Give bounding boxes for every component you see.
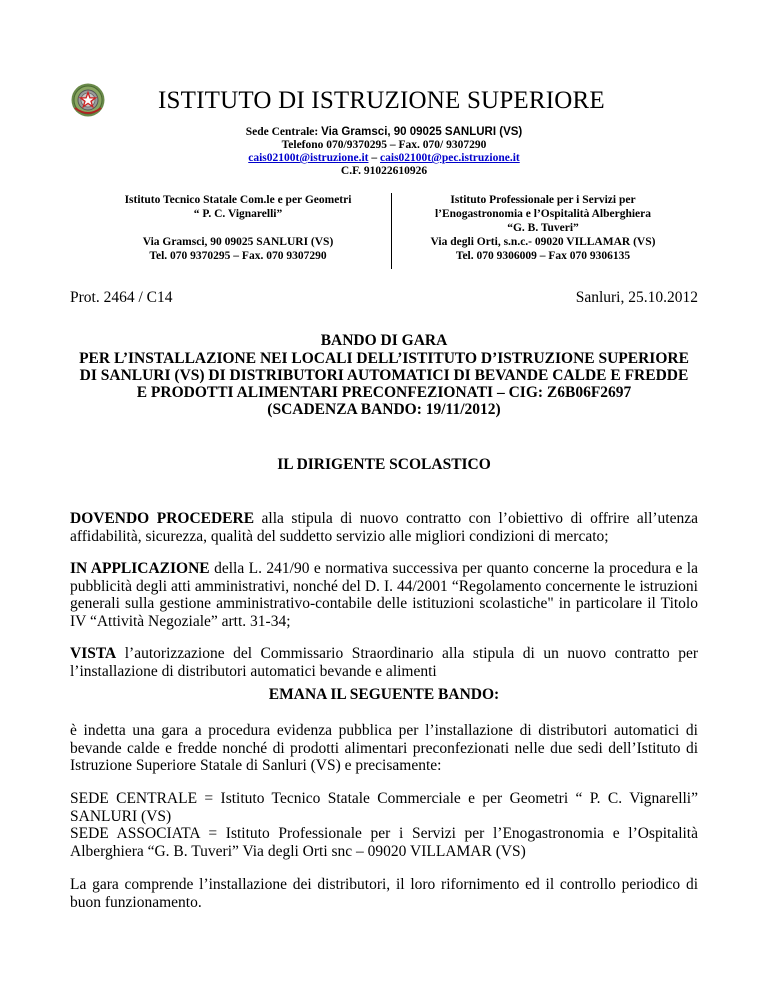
pec-link[interactable]: cais02100t@pec.istruzione.it [380, 152, 520, 164]
bando-subtitle-line: PER L’INSTALLAZIONE NEI LOCALI DELL’ISTITUTO D’ISTRUZIONE SUPERIORE [79, 350, 689, 367]
phone-fax-line: Telefono 070/9370295 – Fax. 070/ 9307290 [281, 139, 487, 151]
dirigente-heading: IL DIRIGENTE SCOLASTICO [277, 456, 491, 473]
paragraph-lead: DOVENDO PROCEDERE [70, 510, 255, 527]
branch-right-name-cont: l’Enogastronomia e l’Ospitalità Alberghiera [434, 208, 652, 220]
document-date: Sanluri, 25.10.2012 [575, 289, 698, 306]
paragraph-applicazione [70, 560, 698, 630]
sede-centrale-address: Via Gramsci, 90 09025 SANLURI (VS) [321, 126, 523, 138]
branch-right-subtitle: “G. B. Tuveri” [507, 222, 579, 234]
institute-title: ISTITUTO DI ISTRUZIONE SUPERIORE [158, 87, 605, 114]
bando-subtitle-line: DI SANLURI (VS) DI DISTRIBUTORI AUTOMATICI DI BEVANDE CALDE E FREDDE [79, 367, 689, 384]
branch-right-name: Istituto Professionale per i Servizi per [450, 194, 636, 206]
bando-deadline: (SCADENZA BANDO: 19/11/2012) [267, 401, 501, 418]
branch-left-name: Istituto Tecnico Statale Com.le e per Geometri [124, 194, 352, 206]
column-divider [391, 193, 392, 269]
branch-right-phone: Tel. 070 9306009 – Fax 070 9306135 [455, 250, 631, 262]
paragraph-text: alla stipula di nuovo contratto con l’obiettivo di offrire all’utenza affidabilità, sicurezza, qualità del suddetto servizio alle migliori condizioni di mercato; [70, 510, 699, 545]
bando-title: BANDO DI GARA [320, 332, 448, 349]
paragraph-lead: IN APPLICAZIONE [70, 560, 210, 577]
sede-centrale-prefix: Sede Centrale: [245, 126, 322, 138]
branch-left-address: Via Gramsci, 90 09025 SANLURI (VS) [142, 236, 334, 248]
bando-subtitle-line: E PRODOTTI ALIMENTARI PRECONFEZIONATI – CIG: Z6B06F2697 [136, 384, 632, 401]
branch-left [98, 193, 378, 263]
fiscal-code: C.F. 91022610926 [340, 165, 428, 177]
branch-right-address: Via degli Orti, s.n.c.- 09020 VILLAMAR (VS) [430, 236, 656, 248]
italian-republic-emblem-icon [70, 82, 106, 118]
branch-right [398, 193, 688, 263]
paragraph-text: l’autorizzazione del Commissario Straordinario alla stipula di un nuovo contratto per l’installazione di distributori automatici bevande e alimenti [70, 645, 698, 680]
branch-left-phone: Tel. 070 9370295 – Fax. 070 9307290 [149, 250, 327, 262]
bando-subtitle [60, 350, 708, 418]
paragraph-dovendo [70, 510, 698, 545]
emana-heading: EMANA IL SEGUENTE BANDO: [268, 686, 500, 703]
protocol-number: Prot. 2464 / C14 [70, 289, 173, 306]
paragraph-vista [70, 645, 698, 680]
paragraph-lead: VISTA [70, 645, 117, 662]
email-line [0, 151, 768, 165]
paragraph-sede-centrale: SEDE CENTRALE = Istituto Tecnico Statale Commerciale e per Geometri “ P. C. Vignarelli” SANLURI (VS) [70, 790, 698, 825]
paragraph-text: della L. 241/90 e normativa successiva per quanto concerne la procedura e la pubblicità degli atti amministrativi, nonché del D. I. 44/2001 “Regolamento concernente le istruzioni generali sulla gestione amministrativo-contabile delle istituzioni scolastiche" in particolare il Titolo IV “Attività Negoziale” artt. 31-34; [70, 560, 698, 630]
branch-left-subtitle: “ P. C. Vignarelli” [193, 208, 283, 220]
sede-centrale-line [0, 125, 768, 139]
paragraph-gara: è indetta una gara a procedura evidenza pubblica per l’installazione di distributori automatici di bevande calde e fredde nonché di prodotti alimentari preconfezionati nelle due sedi dell’Istituto di Istruzione Superiore Statale di Sanluri (VS) e precisamente: [70, 722, 698, 774]
email-separator: – [368, 152, 381, 164]
email-link[interactable]: cais02100t@istruzione.it [248, 152, 369, 164]
paragraph-sede-associata: SEDE ASSOCIATA = Istituto Professionale per i Servizi per l’Enogastronomia e l’Ospitalità Alberghiera “G. B. Tuveri” Via degli Orti snc – 09020 VILLAMAR (VS) [70, 825, 698, 860]
paragraph-comprende: La gara comprende l’installazione dei distributori, il loro rifornimento ed il controllo periodico di buon funzionamento. [70, 876, 698, 911]
